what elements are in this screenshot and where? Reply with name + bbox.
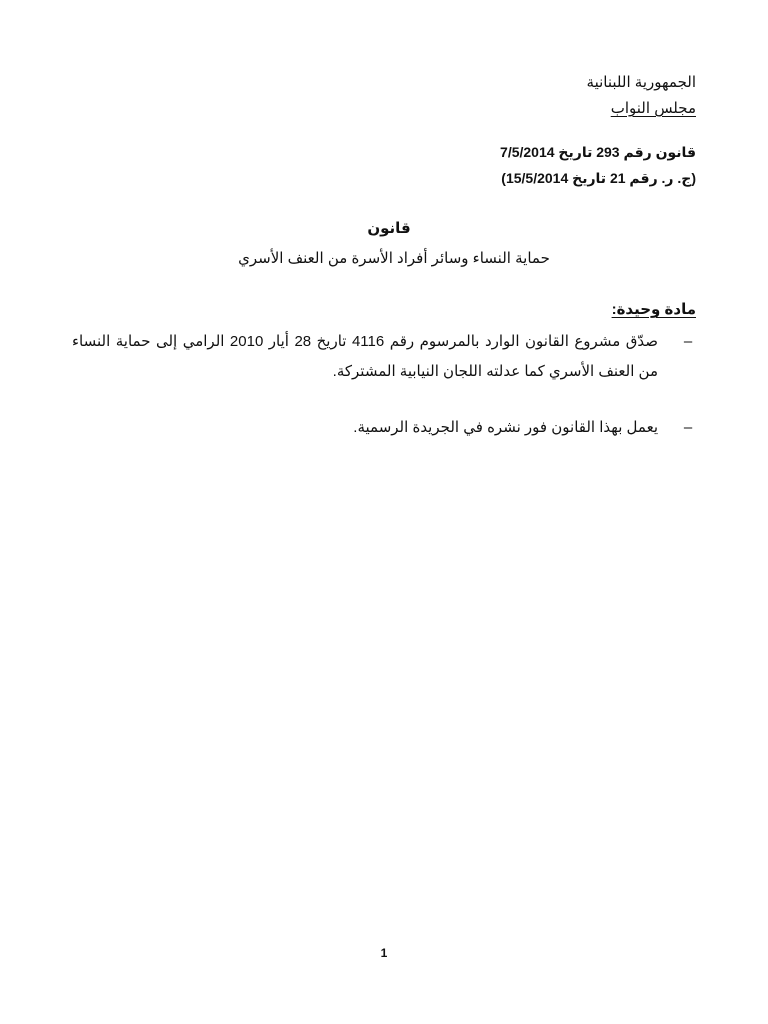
gazette-reference-line: (ج. ر. رقم 21 تاريخ 15/5/2014) <box>501 170 696 186</box>
article-item <box>72 327 696 387</box>
law-reference <box>500 139 696 191</box>
law-title: قانون <box>367 220 411 237</box>
item-text: صدّق مشروع القانون الوارد بالمرسوم رقم 4116 تاريخ 28 أيار 2010 الرامي إلى حماية النساء من العنف الأسري كما عدلته اللجان النيابية المشتركة. <box>72 333 658 380</box>
parliament-name: مجلس النواب <box>610 100 696 117</box>
article-heading: مادة وحيدة: <box>611 301 696 318</box>
law-number-line: قانون رقم 293 تاريخ 7/5/2014 <box>500 144 696 160</box>
law-subtitle: حماية النساء وسائر أفراد الأسرة من العنف الأسري <box>238 250 550 267</box>
item-bullet: – <box>683 333 693 350</box>
item-bullet: – <box>683 419 693 436</box>
document-header <box>587 70 696 122</box>
article-item <box>72 413 696 443</box>
republic-name: الجمهورية اللبنانية <box>586 74 696 91</box>
page-number: 1 <box>380 946 388 960</box>
item-text: يعمل بهذا القانون فور نشره في الجريدة الرسمية. <box>353 419 658 436</box>
law-title-block <box>0 214 768 274</box>
